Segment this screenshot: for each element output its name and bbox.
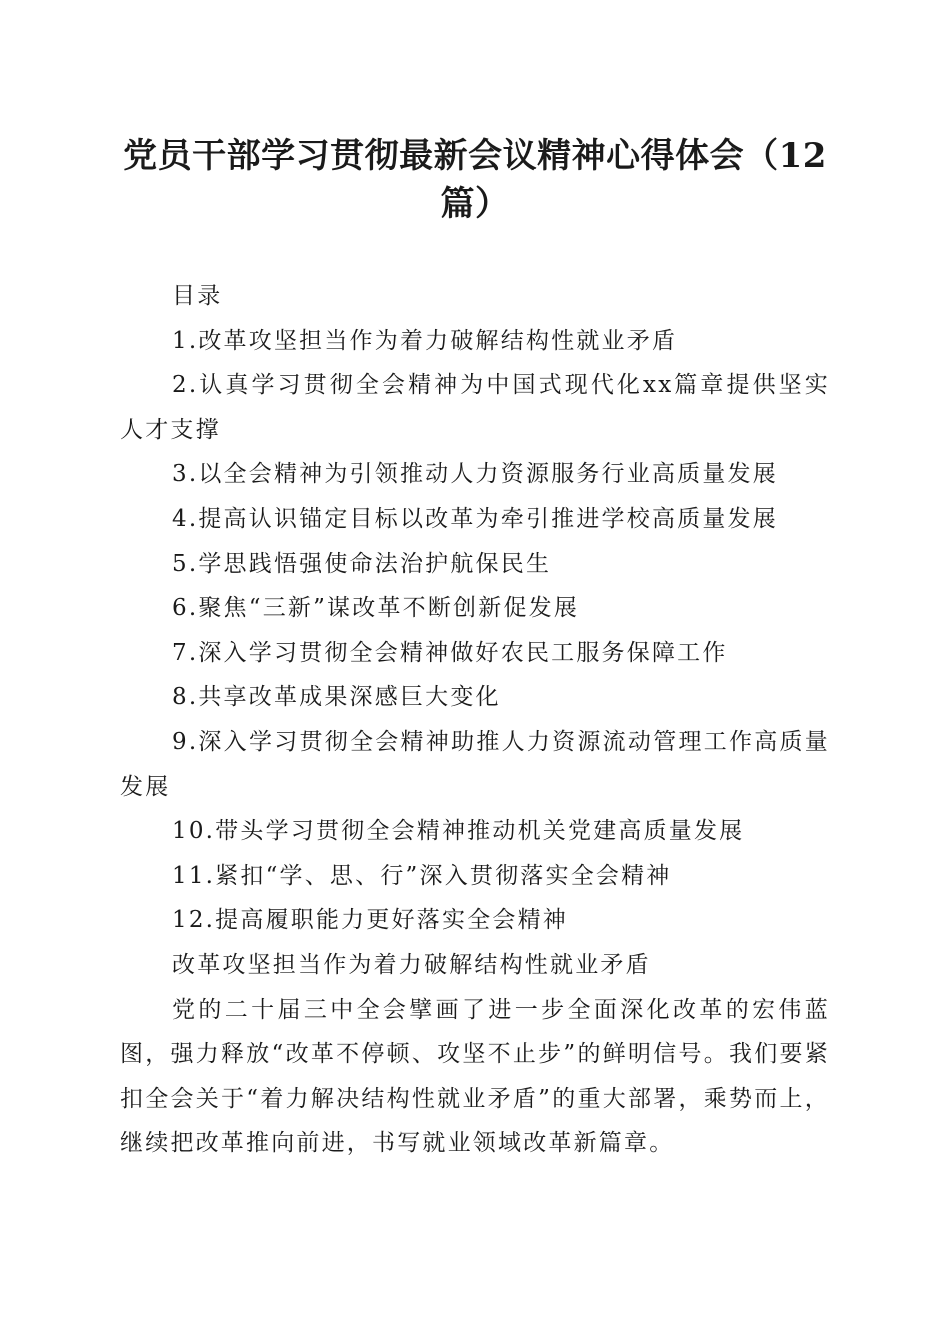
toc-item-12: 12.提高履职能力更好落实全会精神 (172, 907, 568, 934)
toc-item-11: 11.紧扣“学、思、行”深入贯彻落实全会精神 (172, 862, 672, 889)
toc-item-4: 4.提高认识锚定目标以改革为牵引推进学校高质量发展 (172, 505, 778, 532)
body-paragraph: 党的二十届三中全会擘画了进一步全面深化改革的宏伟蓝图，强力释放“改革不停顿、攻坚不止步”的鲜明信号。我们要紧扣全会关于“着力解决结构性就业矛盾”的重大部署，乘势而上，继续把改革推向前进，书写就业领域改革新篇章。 (120, 996, 830, 1157)
toc-heading: 目录 (172, 283, 223, 309)
toc-item-5: 5.学思践悟强使命法治护航保民生 (172, 550, 552, 577)
toc-item-9: 9.深入学习贯彻全会精神助推人力资源流动管理工作高质量发展 (120, 728, 830, 800)
document-body (120, 274, 830, 1166)
section-title: 改革攻坚担当作为着力破解结构性就业矛盾 (172, 951, 651, 978)
toc-item-1: 1.改革攻坚担当作为着力破解结构性就业矛盾 (172, 327, 678, 354)
toc-item-10: 10.带头学习贯彻全会精神推动机关党建高质量发展 (172, 818, 745, 845)
toc-item-2: 2.认真学习贯彻全会精神为中国式现代化xx篇章提供坚实人才支撑 (120, 372, 830, 443)
document-title: 党员干部学习贯彻最新会议精神心得体会（12篇） (123, 136, 827, 224)
toc-item-8: 8.共享改革成果深感巨大变化 (172, 684, 501, 711)
toc-item-3: 3.以全会精神为引领推动人力资源服务行业高质量发展 (172, 461, 778, 488)
toc-item-7: 7.深入学习贯彻全会精神做好农民工服务保障工作 (172, 639, 728, 666)
toc-item-6: 6.聚焦“三新”谋改革不断创新促发展 (172, 595, 580, 622)
